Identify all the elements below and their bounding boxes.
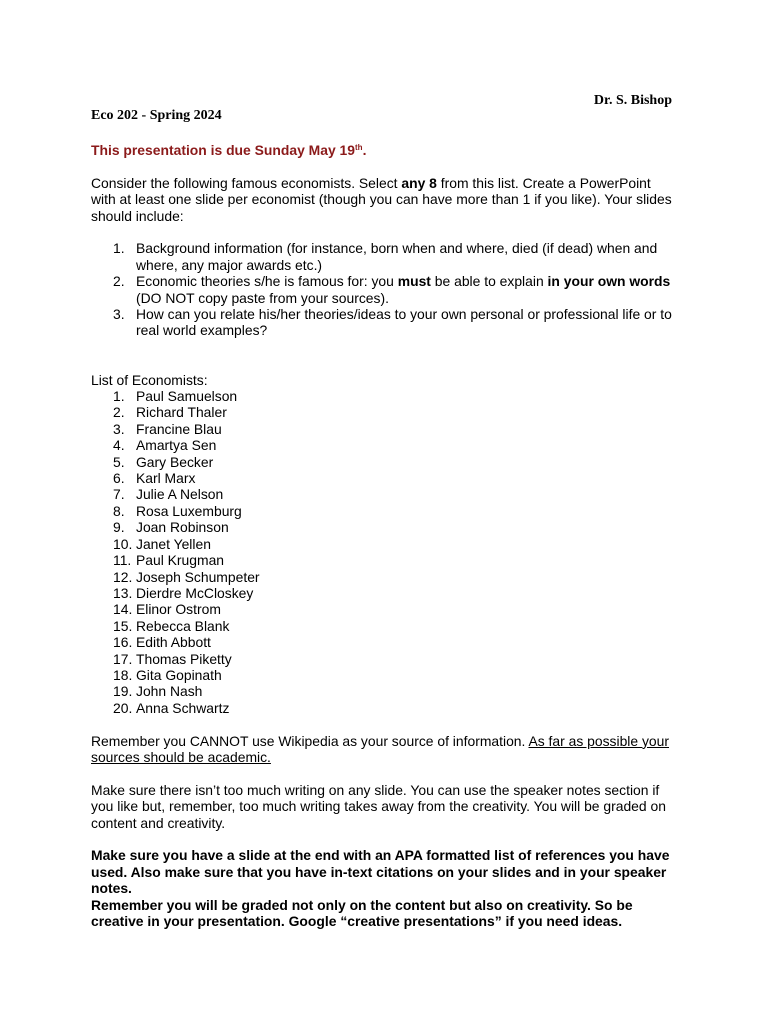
economist-name: Richard Thaler: [136, 404, 227, 421]
economist-number: 4.: [113, 437, 125, 454]
economist-number: 13.: [113, 584, 133, 601]
writing-guidance: Make sure there isn’t too much writing on any slide. You can use the speaker notes section if you like but, remember, too much writing takes away from the creativity. You will be graded on content and creativity.: [91, 781, 666, 831]
requirement-number: 3.: [113, 306, 125, 323]
economist-number: 1.: [113, 388, 125, 405]
course-title: Eco 202 - Spring 2024: [91, 108, 222, 123]
requirement-item: [91, 306, 677, 339]
economist-item: [91, 683, 677, 699]
economist-number: 15.: [113, 617, 133, 634]
due-date-end: .: [362, 142, 367, 158]
economist-name: Thomas Piketty: [136, 650, 232, 667]
economist-item: [91, 388, 677, 404]
requirement-text-d: in your own words: [547, 273, 671, 290]
economist-name: Janet Yellen: [136, 535, 211, 552]
economist-number: 6.: [113, 470, 125, 487]
economist-name: Karl Marx: [136, 470, 196, 487]
economist-name: Edith Abbott: [136, 634, 211, 651]
wikipedia-plain: Remember you CANNOT use Wikipedia as your source of information.: [91, 732, 529, 749]
wikipedia-notice: [91, 733, 677, 766]
economist-item: [91, 651, 677, 667]
economist-number: 11.: [113, 552, 132, 569]
economist-item: [91, 569, 677, 585]
intro-bold: any 8: [401, 174, 437, 191]
economist-name: John Nash: [136, 683, 203, 700]
requirement-item: [91, 273, 677, 306]
economist-number: 5.: [113, 453, 125, 470]
economist-number: 12.: [113, 568, 133, 585]
intro-paragraph: [91, 175, 677, 224]
economist-item: [91, 486, 677, 502]
economist-number: 14.: [113, 601, 133, 618]
due-date-suffix: th: [355, 143, 363, 152]
economist-item: [91, 536, 677, 552]
economist-name: Francine Blau: [136, 420, 222, 437]
economist-name: Elinor Ostrom: [136, 601, 221, 618]
instructor-name: Dr. S. Bishop: [593, 93, 672, 108]
requirement-number: 1.: [113, 240, 125, 257]
apa-text: Make sure you have a slide at the end with an APA formatted list of references you have used. Also make sure that you have in-text citations on your slides and in your speaker notes.: [91, 847, 670, 897]
economists-heading: List of Economists:: [91, 371, 208, 388]
economist-name: Paul Krugman: [136, 552, 225, 569]
economist-item: [91, 634, 677, 650]
creativity-text: Remember you will be graded not only on the content but also on creativity. So be creative in your presentation. Google “creative presentations” if you need ideas.: [91, 896, 633, 929]
requirement-text: Background information (for instance, born when and where, died (if dead) when and where, any major awards etc.): [136, 240, 658, 273]
economist-item: [91, 404, 677, 420]
economist-name: Gita Gopinath: [136, 666, 222, 683]
economist-number: 10.: [113, 535, 133, 552]
economist-item: [91, 470, 677, 486]
economist-number: 3.: [113, 420, 125, 437]
economist-item: [91, 585, 677, 601]
economist-name: Joan Robinson: [136, 519, 229, 536]
academic-sources-note: As far as possible your sources should be academic.: [91, 732, 669, 765]
economist-item: [91, 618, 677, 634]
requirement-text: How can you relate his/her theories/ideas to your own personal or professional life or to real world examples?: [136, 306, 672, 339]
requirement-text-a: Economic theories s/he is famous for: you: [136, 273, 398, 290]
economist-item: [91, 437, 677, 453]
economist-name: Julie A Nelson: [136, 486, 224, 503]
requirement-number: 2.: [113, 273, 125, 290]
economist-number: 18.: [113, 666, 133, 683]
requirements-list: [91, 240, 677, 338]
economist-number: 7.: [113, 486, 125, 503]
economist-number: 17.: [113, 650, 133, 667]
economist-number: 9.: [113, 519, 125, 536]
economist-item: [91, 552, 677, 568]
economist-number: 2.: [113, 404, 125, 421]
economist-name: Rebecca Blank: [136, 617, 230, 634]
document-body: [91, 142, 677, 929]
economist-item: [91, 503, 677, 519]
economist-name: Gary Becker: [136, 453, 214, 470]
economist-item: [91, 667, 677, 683]
economist-number: 19.: [113, 683, 133, 700]
intro-part1: Consider the following famous economists. Select: [91, 174, 402, 191]
apa-requirement: [91, 847, 677, 896]
creativity-reminder: [91, 897, 677, 930]
due-date-notice: [91, 142, 677, 158]
requirement-text-b: must: [397, 273, 431, 290]
economist-item: [91, 700, 677, 716]
economist-item: [91, 421, 677, 437]
requirement-text-c: be able to explain: [430, 273, 548, 290]
economist-item: [91, 601, 677, 617]
economist-number: 16.: [113, 634, 133, 651]
economist-name: Amartya Sen: [136, 437, 217, 454]
economist-number: 8.: [113, 502, 125, 519]
economist-name: Paul Samuelson: [136, 388, 238, 405]
requirement-text-e: (DO NOT copy paste from your sources).: [136, 289, 389, 306]
economist-name: Rosa Luxemburg: [136, 502, 242, 519]
intro-part2: from this list. Create a PowerPoint with at least one slide per economist (though you can have more than 1 if you like). Your slides should include:: [91, 174, 672, 224]
economist-name: Dierdre McCloskey: [136, 584, 254, 601]
requirement-item: [91, 240, 677, 273]
economist-item: [91, 454, 677, 470]
economist-name: Anna Schwartz: [136, 699, 230, 716]
economists-list: [91, 388, 677, 716]
economist-name: Joseph Schumpeter: [136, 568, 260, 585]
economist-number: 20.: [113, 699, 133, 716]
due-date-text: This presentation is due Sunday May 19: [91, 142, 355, 158]
economist-item: [91, 519, 677, 535]
